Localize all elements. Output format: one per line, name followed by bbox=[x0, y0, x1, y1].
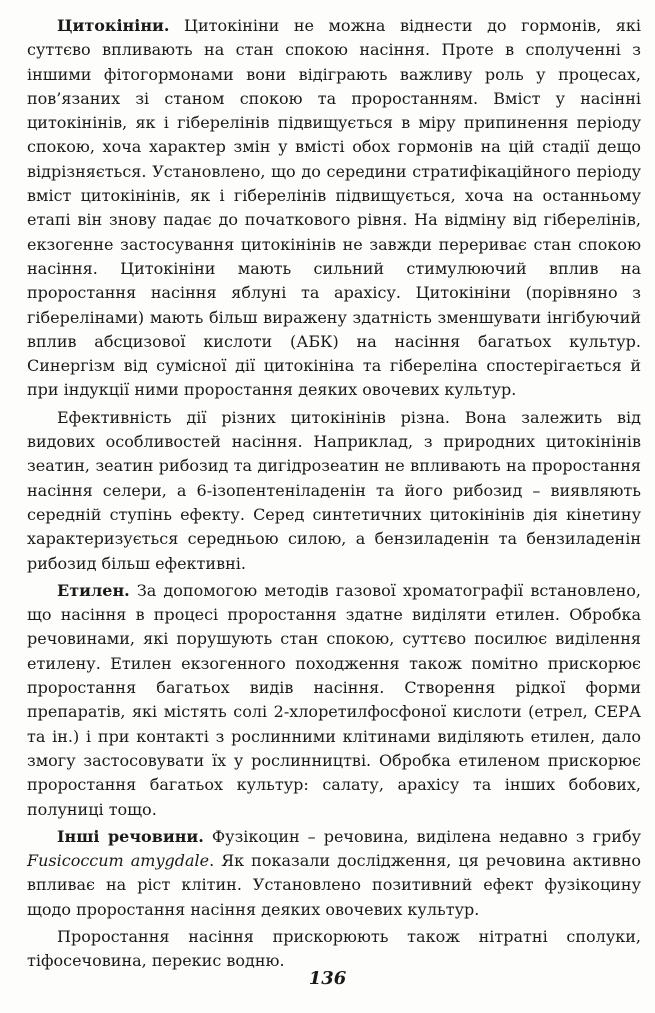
paragraph-ethylene bbox=[27, 579, 641, 822]
species-name: Fusicoccum amygdale bbox=[27, 851, 210, 871]
paragraph-germination-accelerators bbox=[27, 925, 641, 974]
page-number: 136 bbox=[308, 968, 347, 989]
paragraph-cytokinin-efficiency-text: Ефективність дії різних цитокінінів різна. Вона залежить від видових особливостей насіння. Наприклад, з природних цитокінінів зеатин, зеатин рибозид та дигідрозеатин не впливають на проростання насіння селери, а 6-ізопентеніладенін та його рибозид – виявляють середній ступінь ефекту. Серед синтетичних цитокінінів дія кінетину характеризується середньою силою, а бензиладенін та бензиладенін рибозид більш ефективні. bbox=[27, 407, 641, 573]
heading-other-substances: Інші речовини. bbox=[57, 826, 204, 846]
paragraph-germination-accelerators-text: Проростання насіння прискорюють також нітратні сполуки, тіфосечовина, перекис водню. bbox=[27, 926, 641, 971]
paragraph-cytokinins bbox=[27, 14, 641, 403]
heading-ethylene: Етилен. bbox=[57, 580, 130, 600]
paragraph-other-substances-text-1: Фузікоцин – речовина, виділена недавно з грибу bbox=[203, 826, 642, 846]
heading-cytokinins: Цитокініни. bbox=[57, 16, 170, 35]
paragraph-other-substances-text-2: . Як показали дослідження, ця речовина активно впливає на ріст клітин. Установлено позитивний ефект фузікоцину щодо проростання насіння деяких овочевих культур. bbox=[27, 851, 641, 919]
paragraph-cytokinins-text: Цитокініни не можна віднести до гормонів, які суттєво впливають на стан спокою насіння. Проте в сполученні з іншими фітогормонами вони відіграють важливу роль у процесах, пов’язаних зі станом спокою та проростанням. Вміст у насінні цитокінінів, як і гіберелінів підвищується в міру припинення періоду спокою, хоча характер змін у вмісті обох гормонів на цій стадії дещо відрізняється. Установлено, що до середини стратифікаційного періоду вміст цитокінінів, як і гіберелінів підвищується, хоча на останньому етапі він знову падає до початкового рівня. На відміну від гіберелінів, екзогенне застосування цитокінінів не завжди перериває стан спокою насіння. Цитокініни мають сильний стимулюючий вплив на проростання насіння яблуні та арахісу. Цитокініни (порівняно з гіберелінами) мають більш виражену здатність зменшувати інгібуючий вплив абсцизової кислоти (АБК) на насіння багатьох культур. Синергізм від сумісної дії цитокініна та гібереліна спостерігається й при індукції ними проростання деяких овочевих культур. bbox=[27, 16, 641, 400]
paragraph-ethylene-text: За допомогою методів газової хроматографії встановлено, що насіння в процесі проростання здатне виділяти етилен. Обробка речовинами, які порушують стан спокою, суттєво посилює виділення етилену. Етилен екзогенного походження також помітно прискорює проростання багатьох видів насіння. Створення рідкої форми препаратів, які містять солі 2-хлоретилфосфоної кислоти (етрел, СЕРА та ін.) і при контакті з рослинними клітинами виділяють етилен, дало змогу застосовувати їх у рослинництві. Обробка етиленом прискорює проростання багатьох культур: салату, арахісу та інших бобових, полуниці тощо. bbox=[27, 580, 641, 819]
paragraph-cytokinin-efficiency bbox=[27, 406, 641, 576]
page-body-text bbox=[27, 14, 641, 977]
paragraph-other-substances bbox=[27, 825, 641, 922]
